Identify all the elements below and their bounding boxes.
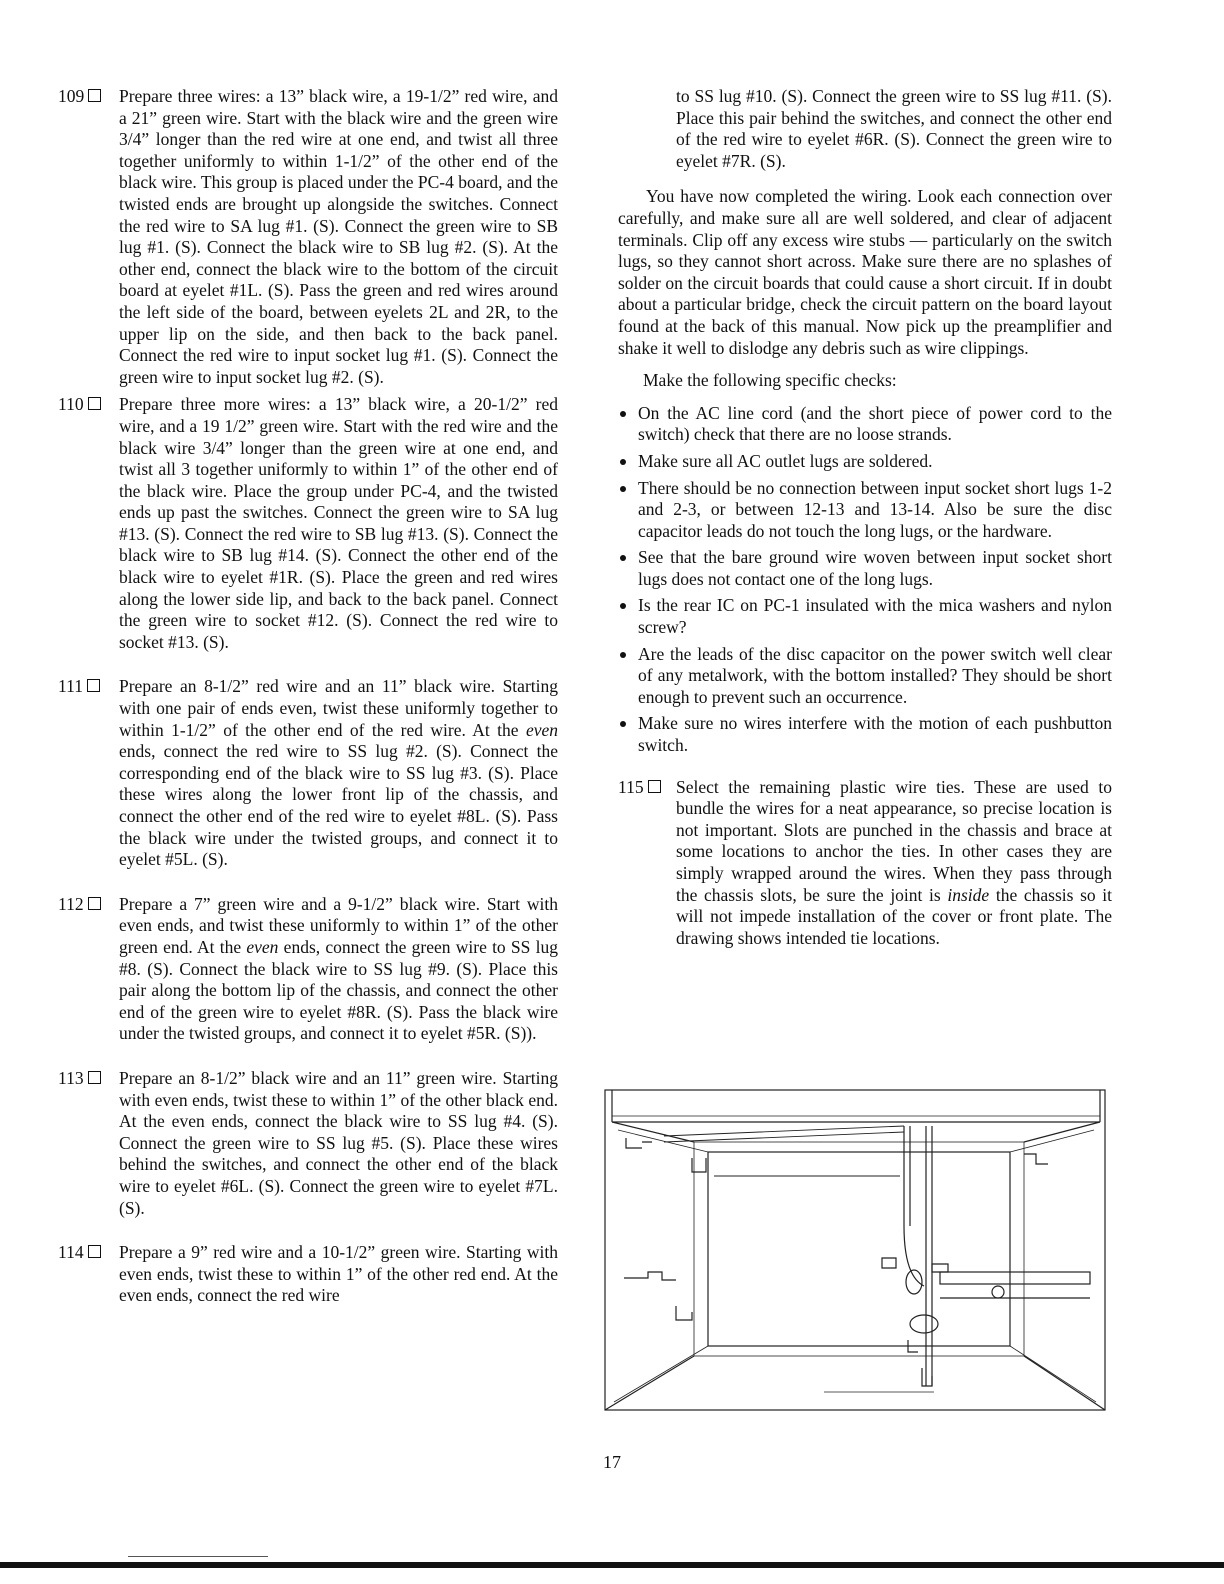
step-number: 115 [618, 777, 661, 799]
bullet-icon [620, 652, 626, 658]
connector-icon [626, 1138, 652, 1148]
check-item: Make sure no wires interfere with the motion of each pushbutton switch. [618, 713, 1112, 756]
bullet-icon [620, 459, 626, 465]
check-item: On the AC line cord (and the short piece of power cord to the switch) check that there are no loose strands. [618, 403, 1112, 446]
inner-rim [694, 1142, 1024, 1356]
emphasis-even: even [246, 936, 279, 957]
wire-bundle [664, 1126, 904, 1142]
chassis-diagram [604, 1086, 1108, 1414]
checkbox-icon[interactable] [88, 397, 101, 410]
step-number: 113 [58, 1068, 101, 1090]
checkbox-icon[interactable] [88, 897, 101, 910]
bullet-icon [620, 411, 626, 417]
checkbox-icon[interactable] [88, 1245, 101, 1258]
checkbox-icon[interactable] [88, 89, 101, 102]
step-number: 109 [58, 86, 101, 108]
perspective-line [612, 1122, 694, 1142]
emphasis-inside: inside [947, 884, 990, 905]
bullet-icon [620, 486, 626, 492]
perspective-line [1010, 1346, 1096, 1402]
connector-icon [676, 1306, 692, 1320]
perspective-line [1024, 1356, 1105, 1410]
perspective-line [1024, 1122, 1100, 1142]
page-number: 17 [603, 1452, 621, 1472]
checks-list [618, 403, 1112, 757]
check-item: Is the rear IC on PC-1 insulated with the mica washers and nylon screw? [618, 595, 1112, 638]
left-column [58, 86, 558, 1307]
step-text: Prepare three wires: a 13” black wire, a 19-1/2” red wire, and a 21” green wire. Start with the black wire and the green wire 3/4” longer than the red wire at one end, and twist all three together uniformly to within 1-1/2” of the other end of the black wire. This group is placed under the PC-4 board, and the twisted ends are brought up alongside the switches. Connect the red wire to SA lug #1. (S). Connect the green wire to SB lug #1. (S). Connect the black wire to SB lug #2. (S). At the other end, connect the black wire to the bottom of the circuit board at eyelet #1L. (S). Pass the green and red wires around the left side of the board, between eyelets 2L and 2R, to the upper lip on the side, and then back to the back panel. Connect the red wire to input socket lug #1. (S). Connect the green wire to input socket lug #2. (S). [119, 86, 558, 387]
chassis-wiring-drawing [604, 1086, 1108, 1414]
step-number: 110 [58, 394, 101, 416]
check-item: Are the leads of the disc capacitor on the power switch well clear of any metalwork, with the bottom installed? They should be short enough to prevent such an occurrence. [618, 644, 1112, 709]
step-text: Prepare an 8-1/2” black wire and an 11” green wire. Starting with even ends, twist these to within 1” of the other black end. At the even ends, connect the black wire to SS lug #4. (S). Connect the green wire to SS lug #5. (S). Place these wires behind the switches, and connect the other end of the black wire to eyelet #6L. (S). Connect the green wire to eyelet #7L. (S). [119, 1067, 558, 1218]
checkbox-icon[interactable] [87, 679, 100, 692]
connector-icon [1024, 1154, 1048, 1164]
wire-tie-icon [932, 1264, 948, 1272]
check-item: See that the bare ground wire woven between input socket short lugs does not contact one of the long lugs. [618, 547, 1112, 590]
step-number: 111 [58, 676, 100, 698]
bullet-icon [620, 603, 626, 609]
step-113 [58, 1068, 558, 1219]
step-111: 111 Prepare an 8-1/2” red wire and an 11” black wire. Starting with one pair of ends even, twist these uniformly together to within 1-1/2” of the other end of the red wire. At the even ends, connect the red wire to SS lug #2. (S). Connect the corresponding end of the black wire to SS lug #3. (S). Place these wires along the lower front lip of the chassis, and connect the other end of the red wire to eyelet #8L. (S). Pass the black wire under the twisted groups, and connect it to eyelet #5L. (S). [58, 676, 558, 870]
switch-icon [992, 1286, 1004, 1298]
wire-tie-icon [882, 1258, 896, 1268]
bullet-icon [620, 555, 626, 561]
switch-brace [940, 1272, 1090, 1284]
check-item: Make sure all AC outlet lugs are soldered. [618, 451, 1112, 473]
checkbox-icon[interactable] [648, 780, 661, 793]
wire-bundle [904, 1126, 910, 1226]
connector-icon [624, 1272, 676, 1280]
step-text: Prepare three more wires: a 13” black wire, a 20-1/2” red wire, and a 19 1/2” green wire. Start with the red wire and the black wire 3/4” longer than the green wire at one end, and twist all 3 together uniformly to within 1” of the other end of the black wire. Place the group under PC-4, and the twisted ends up past the switches. Connect the green wire to SA lug #13. (S). Connect the red wire to SB lug #13. (S). Connect the black wire to SB lug #14. (S). Connect the other end of the black wire to eyelet #1R. (S). Place the green and red wires along the lower side lip, and back to the back panel. Connect the green wire to socket #12. (S). Connect the red wire to socket #13. (S). [119, 394, 558, 652]
wire-bundle [926, 1126, 932, 1386]
right-column [618, 86, 1112, 949]
completed-wiring-paragraph: You have now completed the wiring. Look each connection over carefully, and make sure all are well soldered, and clear of adjacent terminals. Clip off any excess wire stubs — particularly on the switch lugs, so they cannot short across. Make sure there are no splashes of solder on the circuit boards that could cause a short circuit. If in doubt about a particular bridge, check the circuit pattern on the board layout found at the back of this manual. Now pick up the preamplifier and shake it well to dislodge any debris such as wire clippings. [618, 186, 1112, 358]
bottom-rule-thin [128, 1556, 268, 1557]
step-text: Prepare a 9” red wire and a 10-1/2” green wire. Starting with even ends, twist these to within 1” of the other red end. At the even ends, connect the red wire [119, 1242, 558, 1306]
perspective-line [1010, 1130, 1094, 1152]
step-114 [58, 1242, 558, 1307]
step-110 [58, 394, 558, 653]
perspective-line [605, 1356, 694, 1410]
step-number: 114 [58, 1242, 101, 1264]
bullet-icon [620, 721, 626, 727]
step-109 [58, 86, 558, 388]
step-114-continued: to SS lug #10. (S). Connect the green wire to SS lug #11. (S). Place this pair behind the switches, and connect the other end of the red wire to eyelet #6R. (S). Connect the green wire to eyelet #7R. (S). [676, 86, 1112, 171]
emphasis-even: even [525, 719, 558, 740]
bottom-rule [0, 1562, 1224, 1568]
wire-tie-icon [906, 1270, 922, 1294]
perspective-line [614, 1346, 708, 1402]
connector-icon [922, 1368, 932, 1386]
step-number: 112 [58, 894, 101, 916]
checkbox-icon[interactable] [88, 1071, 101, 1084]
back-panel [708, 1152, 1010, 1346]
step-112: 112 Prepare a 7” green wire and a 9-1/2” black wire. Start with even ends, and twist these uniformly to within 1” of the other green end. At the even ends, connect the green wire to SS lug #8. (S). Connect the black wire to SS lug #9. (S). Place this pair along the bottom lip of the chassis, and connect the other end of the green wire to eyelet #8R. (S). Pass the black wire under the twisted groups, and connect it to eyelet #5R. (S)). [58, 893, 558, 1044]
step-115: 115 Select the remaining plastic wire ties. These are used to bundle the wires for a neat appearance, so precise location is not important. Slots are punched in the chassis and brace at some locations to anchor the ties. In other cases they are simply wrapped around the wires. When they pass through the chassis slots, be sure the joint is inside the chassis so it will not impede installation of the cover or front plate. The drawing shows intended tie locations. [618, 776, 1112, 948]
check-item: There should be no connection between input socket short lugs 1-2 and 2-3, or between 12-13 and 13-14. Also be sure the disc capacitor leads do not touch the long lugs, or the hardware. [618, 478, 1112, 543]
wire-tie-icon [910, 1315, 938, 1333]
checks-heading: Make the following specific checks: [643, 370, 897, 391]
